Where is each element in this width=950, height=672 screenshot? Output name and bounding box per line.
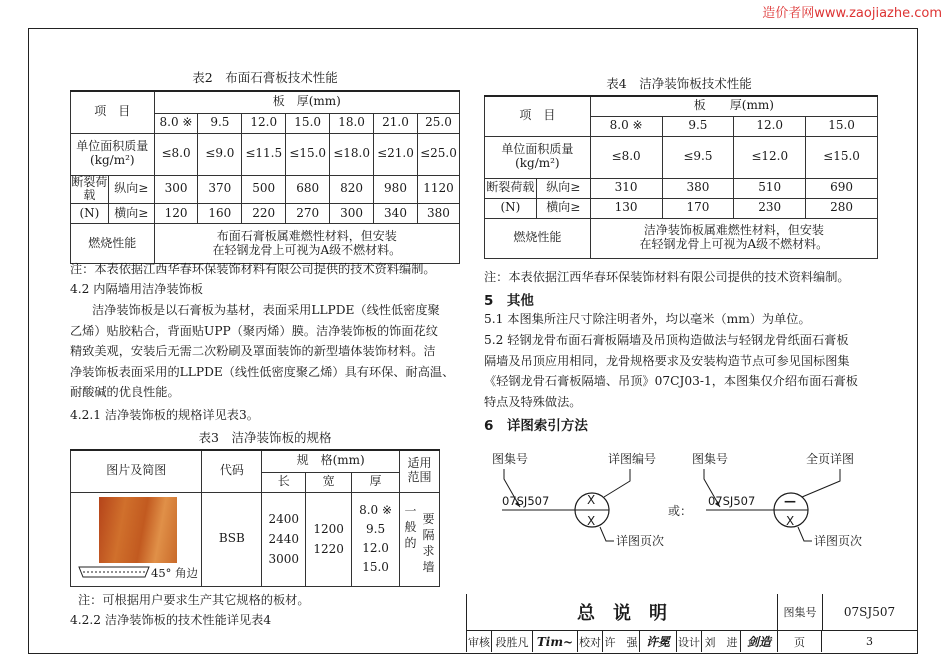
t3-header-image: 图片及简图	[71, 450, 202, 492]
atlas-code-right: 07SJ507	[708, 494, 756, 508]
t2-burn-label: 燃烧性能	[71, 224, 155, 264]
t4-trans: 280	[806, 198, 878, 218]
t4-trans-label: 横向≥	[536, 198, 590, 218]
table4	[484, 95, 878, 259]
t2-long: 980	[374, 175, 418, 204]
t2-mass: ≤8.0	[154, 133, 198, 175]
t2-long: 300	[154, 175, 198, 204]
t2-trans: 160	[198, 204, 242, 224]
t3-code: BSB	[202, 492, 262, 586]
t4-burn-label: 燃烧性能	[485, 218, 591, 258]
t4-break-label: 断裂荷载	[485, 178, 537, 198]
page-label: 页	[778, 631, 822, 652]
t4-mass: ≤15.0	[806, 136, 878, 178]
t2-mass: ≤15.0	[286, 133, 330, 175]
para-4-2: 洁净装饰板是以石膏板为基材，表面采用LLPDE（线性低密度聚 乙烯）贴胶粘合，背面贴UPP（聚丙烯）膜。洁净装饰板的饰面花纹 精致美观，安装后无需二次粉刷及罩面装饰的新型墙体装饰材料。洁 净装饰板表面采用的LLPDE（线性低密度聚乙烯）具有环保、耐高温、 耐酸碱的优良性能。	[70, 303, 455, 399]
full-page-mark: —	[784, 494, 796, 508]
t2-trans: 300	[330, 204, 374, 224]
section-4-2-1: 4.2.1 洁净装饰板的规格详见表3。	[70, 408, 259, 422]
checker-signature: 许冕	[640, 631, 677, 652]
note-table4: 注：本表依据江西华春环保装饰材料有限公司提供的技术资料编制。	[484, 270, 850, 284]
board-section-sketch	[77, 565, 151, 579]
t2-trans: 270	[286, 204, 330, 224]
atlas-label-left: 图集号	[492, 452, 529, 466]
t2-thk: 15.0	[286, 113, 330, 133]
t2-long: 500	[242, 175, 286, 204]
review-label: 审核	[467, 631, 492, 652]
table2-caption: 表2 布面石膏板技术性能	[192, 70, 338, 85]
t2-header-item: 项 目	[71, 91, 155, 133]
t4-long-label: 纵向≥	[536, 178, 590, 198]
t3-lengths: 2400 2440 3000	[262, 492, 306, 586]
t2-mass: ≤11.5	[242, 133, 286, 175]
edge-label: 45° 角边	[151, 565, 199, 580]
t3-header-thk: 厚	[352, 472, 400, 492]
t2-thk: 12.0	[242, 113, 286, 133]
t3-header-spec: 规 格(mm)	[262, 450, 400, 472]
t4-long: 380	[662, 178, 734, 198]
t4-header-item: 项 目	[485, 96, 591, 136]
t4-long: 690	[806, 178, 878, 198]
t3-header-wid: 宽	[306, 472, 352, 492]
t2-thk: 21.0	[374, 113, 418, 133]
t4-mass-label: 单位面积质量 (kg/m²)	[485, 136, 591, 178]
t2-thk: 9.5	[198, 113, 242, 133]
section-5: 5 其他	[484, 293, 534, 309]
t2-mass: ≤9.0	[198, 133, 242, 175]
t3-widths: 1200 1220	[306, 492, 352, 586]
t2-mass: ≤21.0	[374, 133, 418, 175]
t3-scope: 一 般 的 要 隔 求 墙	[400, 492, 440, 586]
checker: 许 强	[603, 631, 640, 652]
index-method-diagram	[480, 445, 880, 560]
note-table2: 注：本表依据江西华春环保装饰材料有限公司提供的技术资料编制。	[70, 262, 436, 276]
detail-no-label: 详图编号	[608, 452, 657, 466]
t4-thk: 8.0 ※	[590, 116, 662, 136]
reviewer-signature: Tim~	[533, 631, 578, 652]
t2-trans: 340	[374, 204, 418, 224]
t2-header-thickness: 板 厚(mm)	[154, 91, 459, 113]
t2-thk: 8.0 ※	[154, 113, 198, 133]
reviewer: 段胜凡	[492, 631, 533, 652]
or-label: 或：	[668, 504, 693, 518]
page-no-mark: X	[587, 514, 596, 528]
drawing-title: 总 说 明	[577, 603, 667, 624]
t2-trans: 380	[417, 204, 459, 224]
t4-thk: 12.0	[734, 116, 806, 136]
t4-thk: 15.0	[806, 116, 878, 136]
t3-image-cell	[71, 492, 202, 586]
t2-thk: 18.0	[330, 113, 374, 133]
full-page-label: 全页详图	[806, 452, 855, 466]
t2-long: 1120	[417, 175, 459, 204]
page-label-left: 详图页次	[616, 534, 665, 548]
designer-signature: 剑造	[741, 631, 778, 652]
t2-break-unit: (N)	[71, 204, 109, 224]
atlas-code-left: 07SJ507	[502, 494, 550, 508]
page-no-mark-right: X	[786, 514, 795, 528]
section-6: 6 详图索引方法	[484, 418, 588, 434]
design-label: 设计	[677, 631, 702, 652]
t2-long: 680	[286, 175, 330, 204]
t4-trans: 230	[734, 198, 806, 218]
t2-trans-label: 横向≥	[108, 204, 154, 224]
t4-trans: 170	[662, 198, 734, 218]
t4-long: 510	[734, 178, 806, 198]
t2-trans: 120	[154, 204, 198, 224]
section-4-2: 4.2 内隔墙用洁净装饰板	[70, 282, 203, 296]
t4-mass: ≤12.0	[734, 136, 806, 178]
note-table3: 注：可根据用户要求生产其它规格的板材。	[78, 593, 310, 607]
watermark: 造价者网www.zaojiazhe.com	[762, 6, 942, 21]
t4-trans: 130	[590, 198, 662, 218]
t4-break-unit: (N)	[485, 198, 537, 218]
t2-mass-label: 单位面积质量 (kg/m²)	[71, 133, 155, 175]
t2-long-label: 纵向≥	[108, 175, 154, 204]
t4-mass: ≤8.0	[590, 136, 662, 178]
t4-burn-text: 洁净装饰板属难燃性材料，但安装 在轻钢龙骨上可视为A级不燃材料。	[590, 218, 877, 258]
t2-trans: 220	[242, 204, 286, 224]
t4-mass: ≤9.5	[662, 136, 734, 178]
t2-mass: ≤25.0	[417, 133, 459, 175]
t2-burn-text: 布面石膏板属难燃性材料，但安装 在轻钢龙骨上可视为A级不燃材料。	[154, 224, 459, 264]
t3-header-len: 长	[262, 472, 306, 492]
atlas-no: 07SJ507	[843, 605, 896, 619]
para-5-2: 5.2 轻钢龙骨布面石膏板隔墙及吊顶构造做法与轻钢龙骨纸面石膏板 隔墙及吊顶应用相同，龙骨规格要求及安装构造节点可参见国标图集 《轻钢龙骨石膏板隔墙、吊顶》07CJ03-1，本图集仅介绍布面石膏板 特点及特殊做法。	[484, 333, 858, 409]
t2-long: 820	[330, 175, 374, 204]
table4-caption: 表4 洁净装饰板技术性能	[606, 76, 752, 91]
detail-no-mark: X	[587, 493, 596, 507]
page-label-right: 详图页次	[814, 534, 863, 548]
designer: 刘 进	[702, 631, 741, 652]
check-label: 校对	[578, 631, 603, 652]
t4-header-thickness: 板 厚(mm)	[590, 96, 877, 116]
table3-caption: 表3 洁净装饰板的规格	[198, 430, 332, 445]
t2-long: 370	[198, 175, 242, 204]
t3-thicknesses: 8.0 ※ 9.5 12.0 15.0	[352, 492, 400, 586]
table3	[70, 449, 440, 587]
t2-mass: ≤18.0	[330, 133, 374, 175]
t3-header-scope: 适用 范围	[400, 450, 440, 492]
table2	[70, 90, 460, 264]
title-block	[466, 594, 917, 652]
t2-thk: 25.0	[417, 113, 459, 133]
section-4-2-2: 4.2.2 洁净装饰板的技术性能详见表4	[70, 613, 272, 627]
t3-header-code: 代码	[202, 450, 262, 492]
board-photo	[99, 497, 177, 563]
t4-long: 310	[590, 178, 662, 198]
t4-thk: 9.5	[662, 116, 734, 136]
page-no: 3	[866, 635, 873, 648]
atlas-label-right: 图集号	[692, 452, 729, 466]
t2-break-label: 断裂荷载	[71, 174, 108, 203]
para-5-1: 5.1 本图集所注尺寸除注明者外，均以毫米（mm）为单位。	[484, 312, 811, 326]
atlas-no-label: 图集号	[777, 594, 823, 630]
